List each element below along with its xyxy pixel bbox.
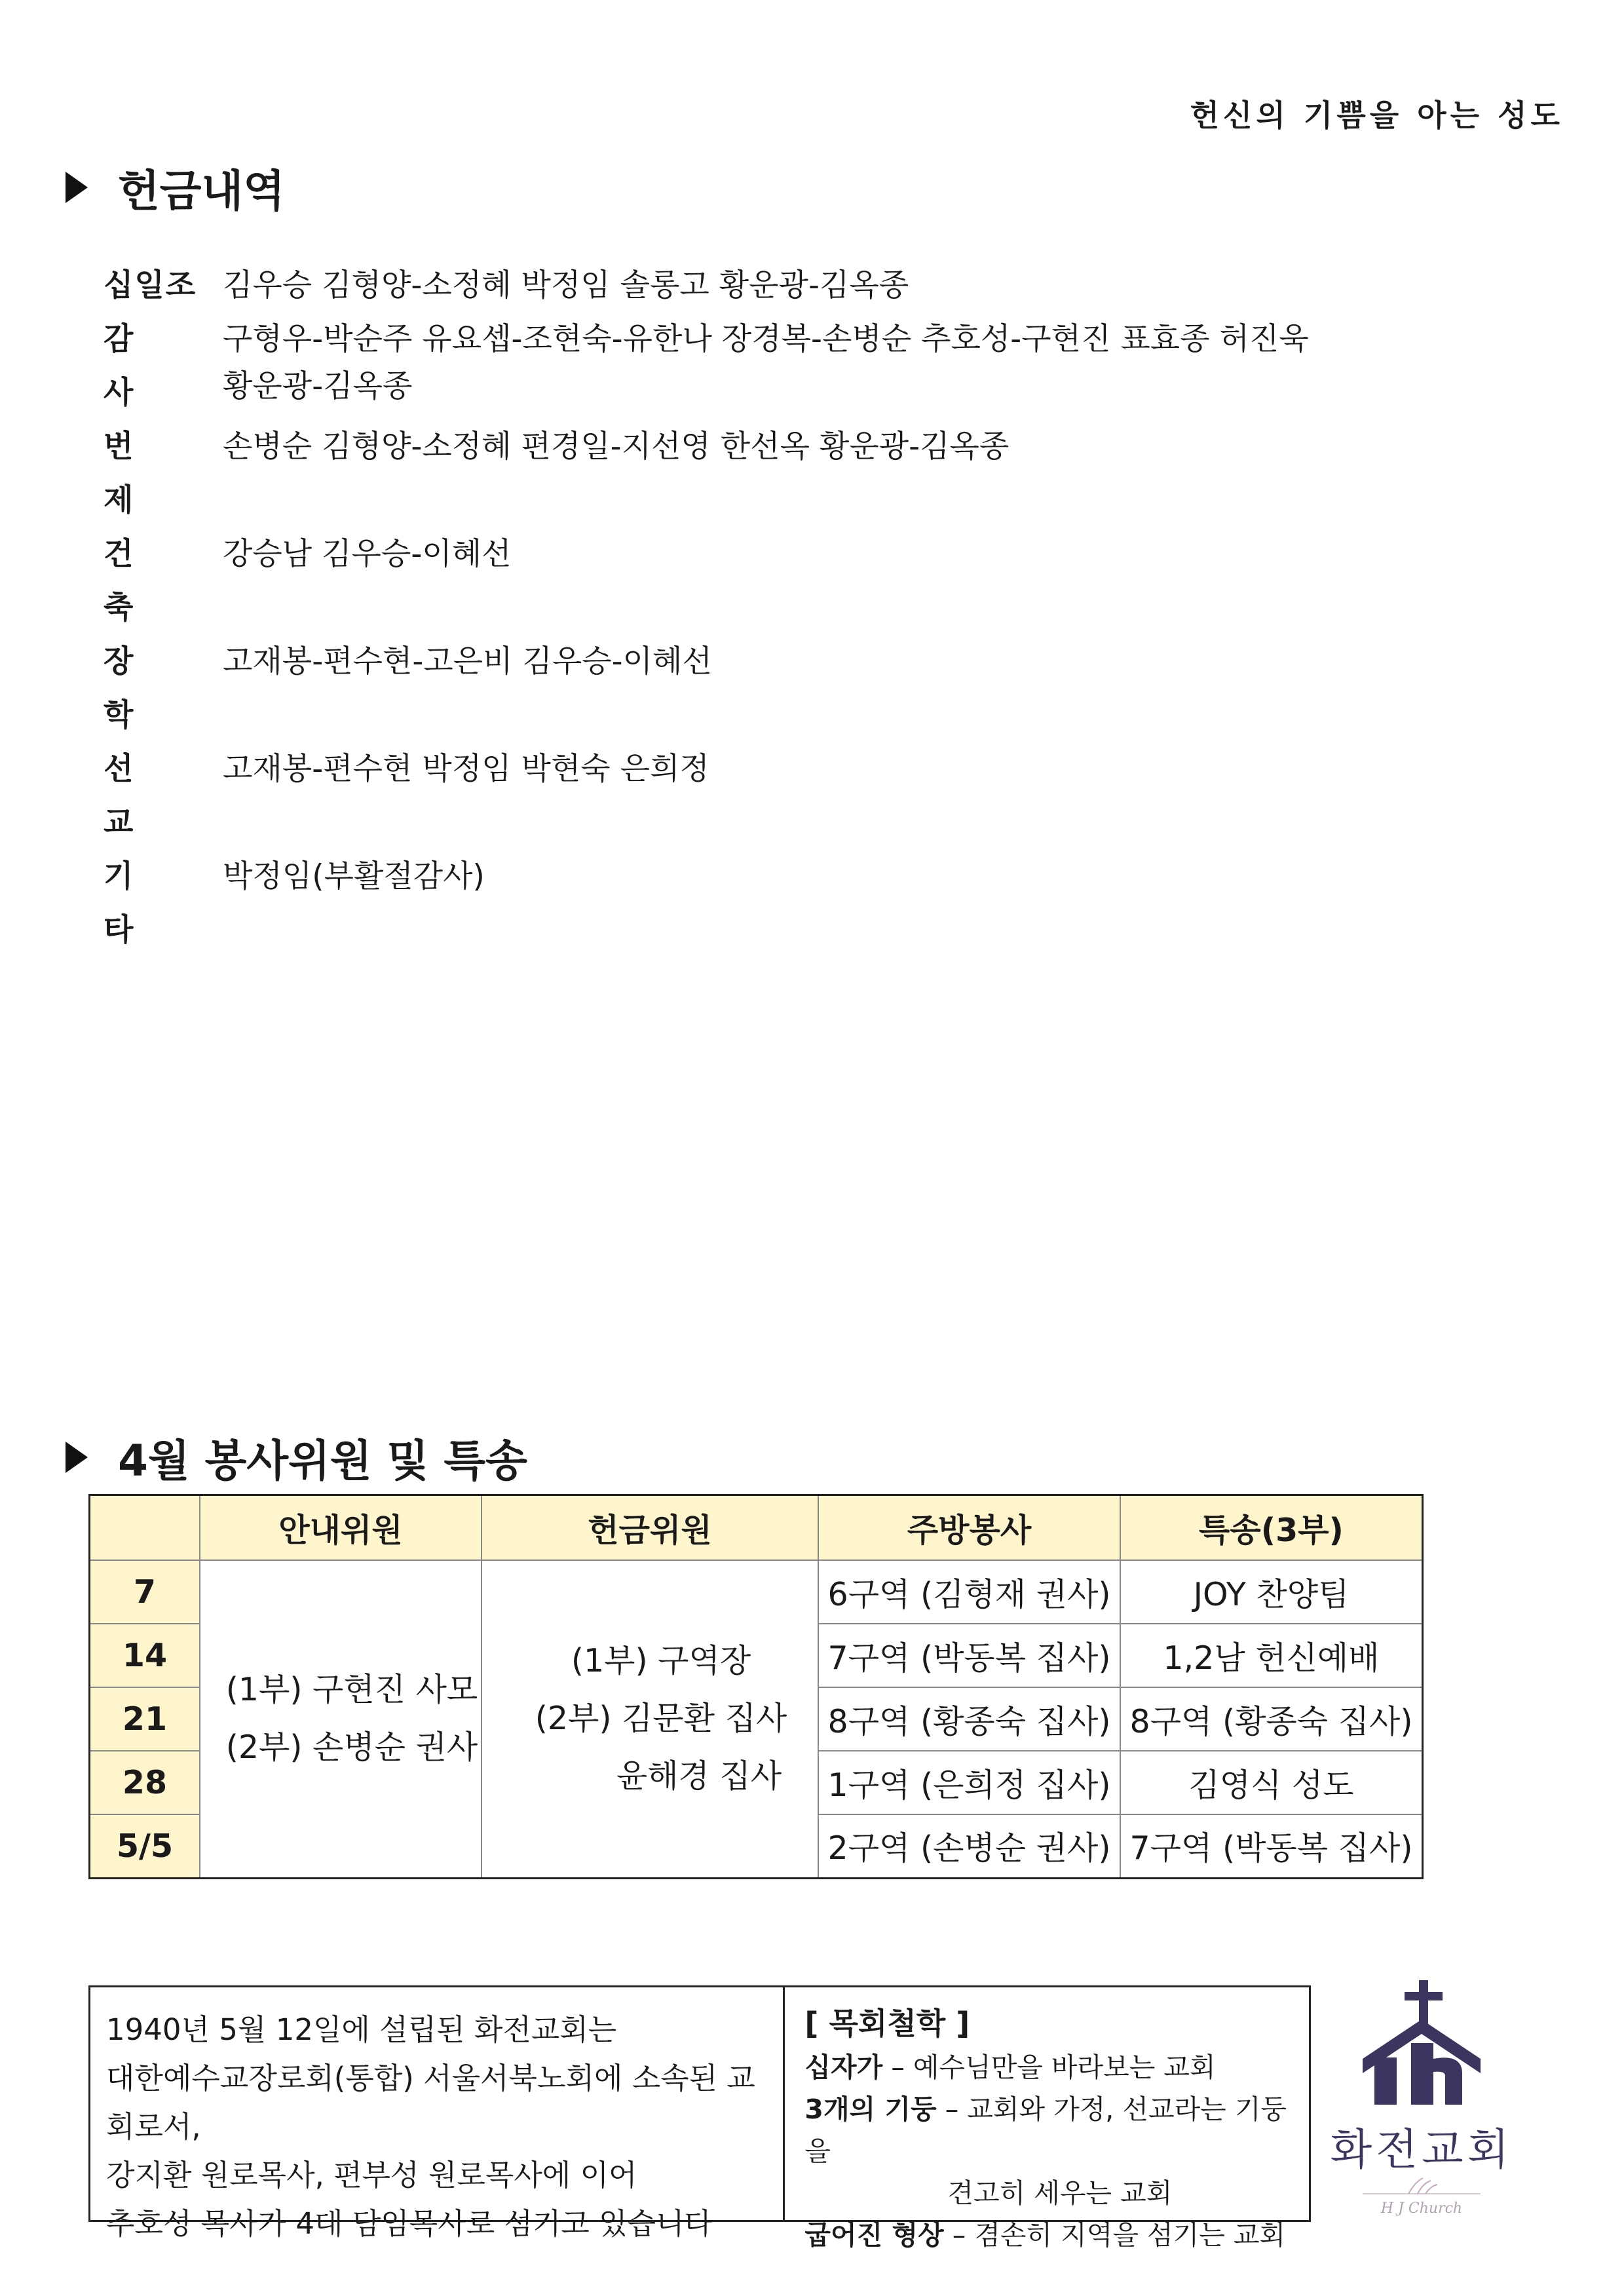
committee-line: 윤해경 집사 <box>616 1757 782 1795</box>
table-header-cell: 안내위원 <box>200 1495 482 1561</box>
offering-row-mission <box>104 742 1467 850</box>
offering-names <box>223 742 1467 850</box>
offering-names-line: 황운광-김옥종 <box>223 368 413 404</box>
table-header-row <box>90 1495 1423 1561</box>
philosophy-item <box>804 2214 1309 2256</box>
offering-row-tithe <box>104 259 1467 313</box>
offering-row-building <box>104 527 1467 635</box>
offering-names-line: 강승남 김우승-이혜선 <box>223 536 512 572</box>
service-table <box>88 1494 1424 1879</box>
offering-label: 감사 <box>104 321 164 411</box>
offering-row-other <box>104 850 1467 957</box>
usher-line: (1부) 구현진 사모 <box>225 1671 478 1709</box>
offering-names <box>223 420 1467 527</box>
song-cell: 7구역 (박동복 집사) <box>1120 1814 1423 1878</box>
about-line: 대한예수교장로회(통합) 서울서북노회에 소속된 교회로서, <box>106 2061 755 2144</box>
about-line: 추호성 목사가 4대 담임목사로 섬기고 있습니다 <box>106 2206 713 2241</box>
offering-label: 선교 <box>104 751 164 841</box>
offering-names-line: 구형우-박순주 유요셉-조현숙-유한나 장경복-손병순 추호성-구현진 표효종 허진욱 <box>223 321 1309 357</box>
offering-heading-text: 헌금내역 <box>118 166 286 216</box>
table-header-cell <box>90 1495 200 1561</box>
offering-row-thanks <box>104 313 1467 420</box>
philosophy-text: 교회와 가정, 선교라는 기둥을 <box>804 2094 1287 2167</box>
philosophy-continuation: 견고히 세우는 교회 <box>947 2177 1173 2209</box>
offering-row-burnt <box>104 420 1467 527</box>
table-header-cell: 특송(3부) <box>1120 1495 1423 1561</box>
date-cell: 21 <box>90 1687 200 1751</box>
philosophy-text: 예수님만을 바라보는 교회 <box>913 2052 1216 2083</box>
date-cell: 14 <box>90 1624 200 1687</box>
usher-line: (2부) 손병순 권사 <box>225 1729 478 1767</box>
song-cell: JOY 찬양팀 <box>1120 1560 1423 1624</box>
philosophy-key: 굽어진 형상 <box>804 2219 944 2251</box>
offering-names <box>223 259 1467 313</box>
song-cell: 8구역 (황종숙 집사) <box>1120 1687 1423 1751</box>
philosophy-sep: – <box>943 2219 975 2251</box>
about-line: 1940년 5월 12일에 설립된 화전교회는 <box>106 2012 617 2047</box>
offering-names <box>223 313 1467 420</box>
offering-list <box>104 259 1467 957</box>
philosophy-item <box>804 2088 1309 2172</box>
offering-label: 번제 <box>104 429 164 518</box>
triangle-bullet-icon <box>66 172 88 203</box>
offering-label: 십일조 <box>104 267 197 303</box>
date-cell: 5/5 <box>90 1814 200 1878</box>
kitchen-cell: 8구역 (황종숙 집사) <box>818 1687 1120 1751</box>
offering-committee-cell <box>482 1560 818 1878</box>
offering-names-line: 손병순 김형양-소정혜 편경일-지선영 한선옥 황운광-김옥종 <box>223 429 1010 465</box>
table-header-cell: 헌금위원 <box>482 1495 818 1561</box>
offering-names <box>223 850 1467 957</box>
offering-label: 기타 <box>104 858 164 948</box>
kitchen-cell: 1구역 (은희정 집사) <box>818 1751 1120 1814</box>
philosophy-key: 십자가 <box>804 2052 883 2083</box>
offering-names-line: 고재봉-편수현 박정임 박현숙 은희정 <box>223 751 709 787</box>
offering-names-line: 고재봉-편수현-고은비 김우승-이혜선 <box>223 643 712 679</box>
offering-heading <box>66 156 285 218</box>
committee-line: (2부) 김문환 집사 <box>535 1700 787 1738</box>
kitchen-cell: 2구역 (손병순 권사) <box>818 1814 1120 1878</box>
kitchen-cell: 6구역 (김형재 권사) <box>818 1560 1120 1624</box>
service-heading <box>66 1426 527 1488</box>
offering-names <box>223 527 1467 635</box>
philosophy-text: 겸손히 지역을 섬기는 교회 <box>974 2219 1286 2251</box>
church-about <box>90 1987 785 2241</box>
about-line: 강지환 원로목사, 편부성 원로목사에 이어 <box>106 2158 637 2192</box>
church-subtitle: H J Church <box>1380 2200 1463 2217</box>
date-cell: 28 <box>90 1751 200 1814</box>
church-info-box <box>88 1985 1311 2251</box>
offering-names-line: 김우승 김형양-소정혜 박정임 솔롱고 황운광-김옥종 <box>223 267 909 303</box>
kitchen-cell: 7구역 (박동복 집사) <box>818 1624 1120 1687</box>
philosophy-title: [ 목회철학 ] <box>804 2006 970 2041</box>
triangle-bullet-icon <box>66 1442 88 1473</box>
pastoral-philosophy <box>785 1987 1309 2251</box>
service-heading-text: 4월 봉사위원 및 특송 <box>118 1436 527 1486</box>
church-logo <box>1323 1980 1520 2229</box>
philosophy-sep: – <box>936 2094 968 2125</box>
offering-label: 건축 <box>104 536 164 626</box>
slogan: 헌신의 기쁨을 아는 성도 <box>1190 98 1564 133</box>
offering-names-line: 박정임(부활절감사) <box>223 858 485 894</box>
church-cross-icon <box>1323 1980 1520 2111</box>
offering-row-scholarship <box>104 635 1467 742</box>
table-header-cell: 주방봉사 <box>818 1495 1120 1561</box>
ushers-cell <box>200 1560 482 1878</box>
committee-line: (1부) 구역장 <box>571 1642 751 1680</box>
philosophy-sep: – <box>882 2052 913 2083</box>
date-cell: 7 <box>90 1560 200 1624</box>
philosophy-item <box>804 2046 1309 2088</box>
song-cell: 1,2남 헌신예배 <box>1120 1624 1423 1687</box>
table-row <box>90 1560 1423 1624</box>
leaf-ornament-icon <box>1363 2175 1481 2202</box>
philosophy-key: 3개의 기둥 <box>804 2094 937 2125</box>
song-cell: 김영식 성도 <box>1120 1751 1423 1814</box>
offering-label: 장학 <box>104 643 164 733</box>
offering-names <box>223 635 1467 742</box>
church-name: 화전교회 <box>1330 2124 1513 2175</box>
